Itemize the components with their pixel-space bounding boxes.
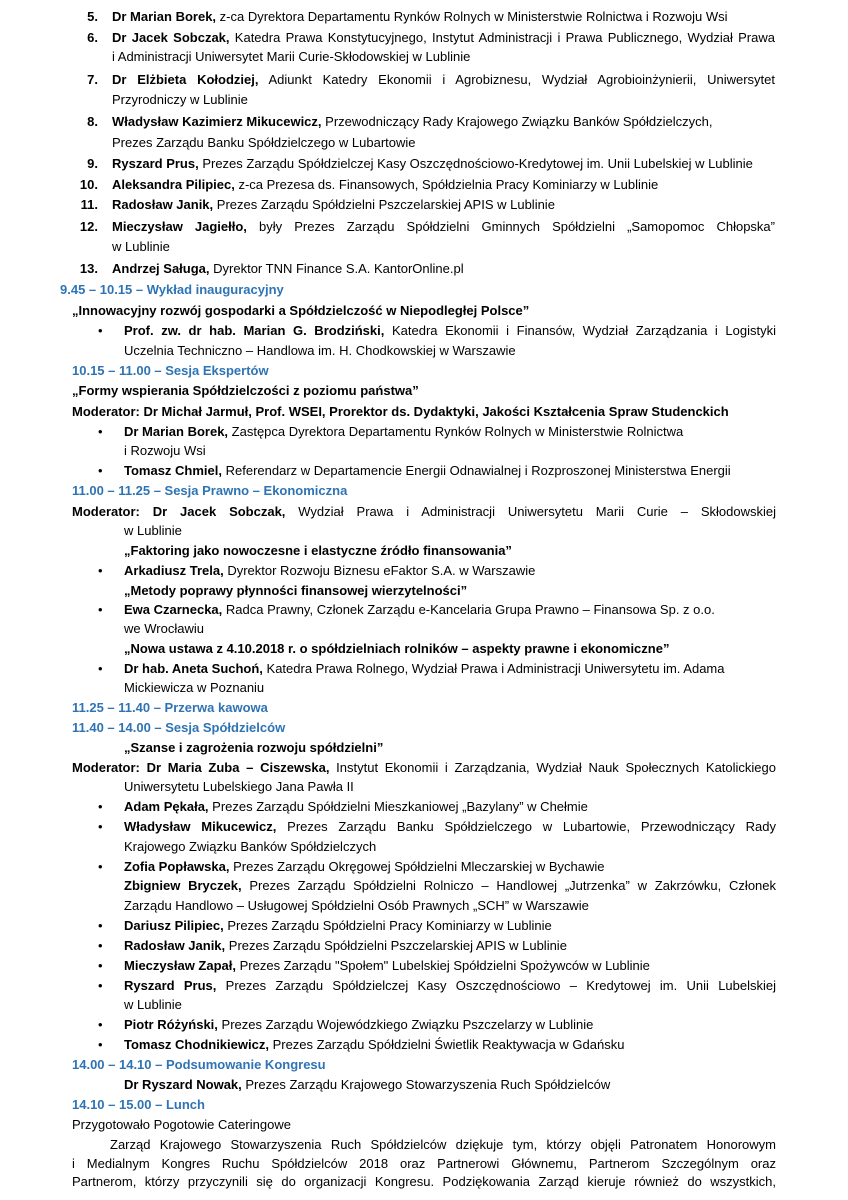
speaker-cont: i Rozwoju Wsi [124,443,206,458]
list-number: 6. [87,30,98,45]
list-item: Władysław Kazimierz Mikucewicz, Przewodniczący Rady Krajowego Związku Banków Spółdzielczych, [112,114,713,129]
bullet-icon: • [98,918,103,933]
list-number: 11. [80,197,98,212]
list-number: 9. [87,156,98,171]
session-time: 14.10 – 15.00 – Lunch [72,1097,205,1112]
speaker: Dr hab. Aneta Suchoń, Katedra Prawa Rolnego, Wydział Prawa i Administracji Uniwersytetu im. Adama [124,661,725,676]
list-item: Mieczysław Jagiełło, były Prezes Zarządu Spółdzielni Gminnych Spółdzielni „Samopomoc Chłopska” [112,219,775,234]
speaker: Arkadiusz Trela, Dyrektor Rozwoju Biznesu eFaktor S.A. w Warszawie [124,563,536,578]
speaker: Dr Ryszard Nowak, Prezes Zarządu Krajowego Stowarzyszenia Ruch Spółdzielców [124,1077,611,1092]
bullet-icon: • [98,819,103,834]
bullet-icon: • [98,958,103,973]
speaker-cont: Uczelnia Techniczno – Handlowa im. H. Chodkowskiej w Warszawie [124,343,516,358]
moderator: Moderator: Dr Jacek Sobczak, Wydział Prawa i Administracji Uniwersytetu Marii Curie – Skłodowskiej [72,504,776,519]
list-item-cont: Przyrodniczy w Lublinie [112,92,248,107]
moderator: Moderator: Dr Michał Jarmuł, Prof. WSEI, Prorektor ds. Dydaktyki, Jakości Kształcenia Spraw Studenckich [72,404,729,419]
talk-title: „Nowa ustawa z 4.10.2018 r. o spółdzielniach rolników – aspekty prawne i ekonomiczne” [124,641,670,656]
speaker: Prof. zw. dr hab. Marian G. Brodziński, Katedra Ekonomii i Finansów, Wydział Zarządzania i Logistyki [124,323,776,338]
speaker: Ryszard Prus, Prezes Zarządu Spółdzielczej Kasy Oszczędnościowo – Kredytowej im. Unii Lubelskiej [124,978,777,993]
bullet-icon: • [98,978,103,993]
session-time: 14.00 – 14.10 – Podsumowanie Kongresu [72,1057,326,1072]
list-number: 13. [79,261,98,276]
bullet-icon: • [98,1017,103,1032]
speaker-cont: Mickiewicza w Poznaniu [124,680,265,695]
speaker: Zofia Popławska, Prezes Zarządu Okręgowej Spółdzielni Mleczarskiej w Bychawie [124,859,605,874]
session-time: 11.00 – 11.25 – Sesja Prawno – Ekonomiczna [72,483,348,498]
list-number: 5. [87,9,98,24]
talk-title: „Metody poprawy płynności finansowej wierzytelności” [124,583,468,598]
speaker-cont: Krajowego Związku Banków Spółdzielczych [124,839,377,854]
list-number: 8. [87,114,98,129]
list-item: Andrzej Saługa, Dyrektor TNN Finance S.A. KantorOnline.pl [112,261,464,276]
list-item: Radosław Janik, Prezes Zarządu Spółdzielni Pszczelarskiej APIS w Lublinie [112,197,555,212]
list-item-cont: w Lublinie [112,239,170,254]
list-item: Dr Jacek Sobczak, Katedra Prawa Konstytucyjnego, Instytut Administracji i Prawa Publicznego, Wydział Prawa [112,30,775,45]
session-time: 10.15 – 11.00 – Sesja Ekspertów [72,363,269,378]
bullet-icon: • [98,323,103,338]
list-item: Aleksandra Pilipiec, z-ca Prezesa ds. Finansowych, Spółdzielnia Pracy Kominiarzy w Lublinie [112,177,659,192]
catering-note: Przygotowało Pogotowie Cateringowe [72,1117,291,1132]
bullet-icon: • [98,938,103,953]
session-title: „Formy wspierania Spółdzielczości z poziomu państwa” [72,383,419,398]
speaker: Piotr Różyński, Prezes Zarządu Wojewódzkiego Związku Pszczelarzy w Lublinie [124,1017,594,1032]
list-item: Ryszard Prus, Prezes Zarządu Spółdzielczej Kasy Oszczędnościowo-Kredytowej im. Unii Lubelskiej w Lublinie [112,156,753,171]
speaker: Tomasz Chodnikiewicz, Prezes Zarządu Spółdzielni Świetlik Reaktywacja w Gdańsku [124,1037,625,1052]
speaker-cont: w Lublinie [124,997,182,1012]
speaker: Radosław Janik, Prezes Zarządu Spółdzielni Pszczelarskiej APIS w Lublinie [124,938,567,953]
session-time: 9.45 – 10.15 – Wykład inauguracyjny [60,282,284,297]
speaker: Władysław Mikucewicz, Prezes Zarządu Banku Spółdzielczego w Lubartowie, Przewodniczący Rady [124,819,776,834]
speaker: Adam Pękała, Prezes Zarządu Spółdzielni Mieszkaniowej „Bazylany” w Chełmie [124,799,588,814]
speaker: Tomasz Chmiel, Referendarz w Departamencie Energii Odnawialnej i Rozproszonej Ministerstwa Energii [124,463,731,478]
speaker: Dariusz Pilipiec, Prezes Zarządu Spółdzielni Pracy Kominiarzy w Lublinie [124,918,552,933]
session-title: „Innowacyjny rozwój gospodarki a Spółdzielczość w Niepodległej Polsce” [72,303,530,318]
list-number: 10. [79,177,98,192]
list-number: 7. [87,72,98,87]
bullet-icon: • [98,859,103,874]
speaker: Ewa Czarnecka, Radca Prawny, Członek Zarządu e-Kancelaria Grupa Prawno – Finansowa Sp. z o.o. [124,602,715,617]
bullet-icon: • [98,463,103,478]
bullet-icon: • [98,1037,103,1052]
bullet-icon: • [98,424,103,439]
list-number: 12. [79,219,98,234]
bullet-icon: • [98,661,103,676]
speaker: Dr Marian Borek, Zastępca Dyrektora Departamentu Rynków Rolnych w Ministerstwie Rolnictwa [124,424,684,439]
talk-title: „Faktoring jako nowoczesne i elastyczne źródło finansowania” [124,543,512,558]
speaker-cont: we Wrocławiu [124,621,204,636]
list-item-cont: i Administracji Uniwersytet Marii Curie-Skłodowskiej w Lublinie [112,49,471,64]
paragraph-line: Zarząd Krajowego Stowarzyszenia Ruch Spółdzielców dziękuje tym, którzy objęli Patronatem Honorowym [110,1137,776,1152]
session-title: „Szanse i zagrożenia rozwoju spółdzielni” [124,740,384,755]
speaker: Zbigniew Bryczek, Prezes Zarządu Spółdzielni Rolniczo – Handlowej „Jutrzenka” w Zakrzówku, Członek [124,878,777,893]
session-time: 11.40 – 14.00 – Sesja Spółdzielców [72,720,286,735]
speaker: Mieczysław Zapał, Prezes Zarządu "Społem" Lubelskiej Spółdzielni Spożywców w Lublinie [124,958,650,973]
bullet-icon: • [98,563,103,578]
moderator: Moderator: Dr Maria Zuba – Ciszewska, Instytut Ekonomii i Zarządzania, Wydział Nauk Społecznych Katolickiego [72,760,776,775]
list-item: Dr Marian Borek, z-ca Dyrektora Departamentu Rynków Rolnych w Ministerstwie Rolnictwa i Rozwoju Wsi [112,9,728,24]
moderator-cont: w Lublinie [124,523,182,538]
bullet-icon: • [98,602,103,617]
bullet-icon: • [98,799,103,814]
paragraph-line: Partnerom, którzy przyczynili się do organizacji Kongresu. Podziękowania Zarząd kieruje również do wszystkich, [72,1174,776,1189]
session-time: 11.25 – 11.40 – Przerwa kawowa [72,700,268,715]
speaker-cont: Zarządu Handlowo – Usługowej Spółdzielni Osób Prawnych „SCH” w Warszawie [124,898,589,913]
paragraph-line: i Medialnym Kongres Ruchu Spółdzielców 2018 oraz Partnerowi Głównemu, Partnerom Szczególnym oraz [72,1156,776,1171]
moderator-cont: Uniwersytetu Lubelskiego Jana Pawła II [124,779,354,794]
list-item: Dr Elżbieta Kołodziej, Adiunkt Katedry Ekonomii i Agrobiznesu, Wydział Agrobioinżynierii, Uniwersytet [112,72,775,87]
list-item-cont: Prezes Zarządu Banku Spółdzielczego w Lubartowie [112,135,416,150]
